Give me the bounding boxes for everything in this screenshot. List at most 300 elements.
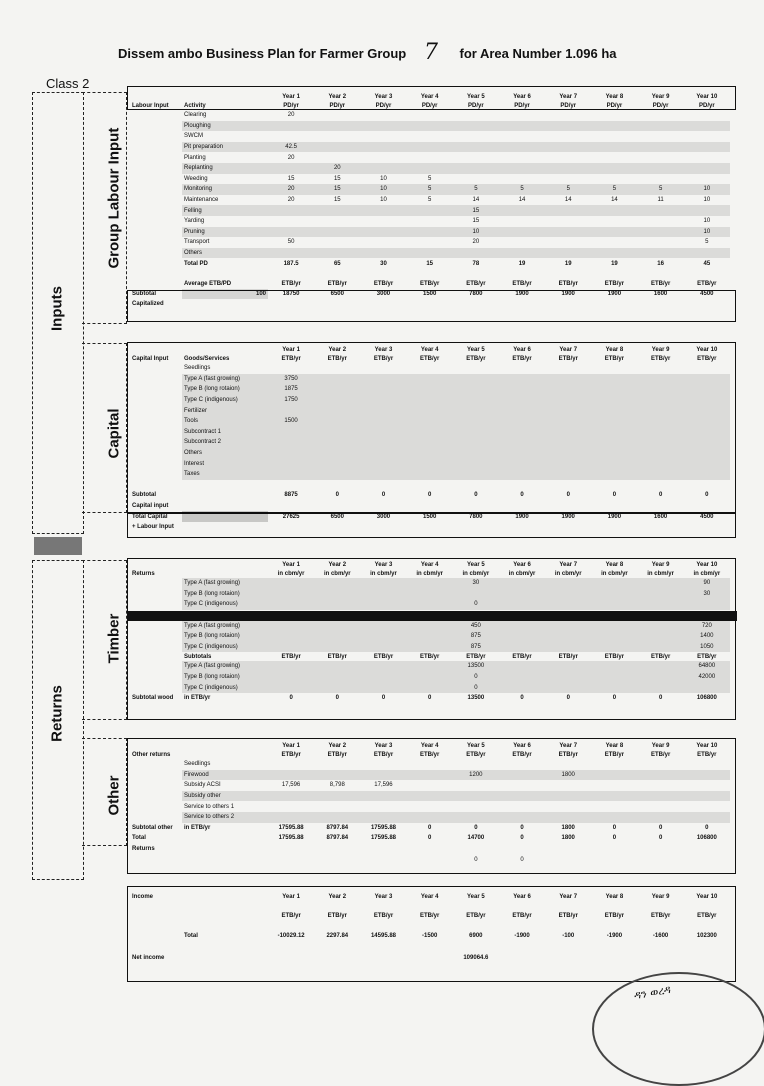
table-row — [130, 770, 730, 781]
unit-header: PD/yr — [468, 102, 484, 109]
table-cell — [545, 759, 591, 770]
table-cell — [591, 374, 637, 385]
table-cell — [638, 174, 684, 185]
table-row — [130, 427, 730, 438]
table-row — [130, 363, 730, 374]
unit-header: ETB/yr — [420, 913, 440, 920]
table-cell: 10 — [360, 184, 406, 195]
table-cell — [314, 237, 360, 248]
table-cell: 1750 — [268, 395, 314, 406]
year-header: Year 5 — [467, 561, 485, 568]
table-cell — [499, 661, 545, 672]
year-header: Year 2 — [328, 93, 347, 100]
unit-header: PD/yr — [514, 102, 530, 109]
table-cell — [268, 610, 314, 621]
table-cell — [499, 791, 545, 802]
table-cell — [360, 770, 406, 781]
year-header: Year 4 — [420, 93, 439, 100]
table-cell — [453, 610, 499, 621]
table-cell: 20 — [268, 184, 314, 195]
table-cell — [499, 248, 545, 259]
table-cell — [638, 131, 684, 142]
table-cell — [499, 131, 545, 142]
table-row — [130, 237, 730, 248]
row-label: Taxes — [182, 469, 268, 480]
header-unit-row — [130, 101, 730, 110]
table-cell — [314, 578, 360, 589]
table-cell — [499, 469, 545, 480]
unit-header: ETB/yr — [373, 281, 394, 287]
table-cell — [407, 237, 453, 248]
table-cell — [182, 511, 268, 522]
table-cell — [591, 901, 637, 912]
table-cell — [407, 921, 453, 932]
year-header: Year 2 — [328, 561, 347, 568]
table-cell: 20 — [314, 163, 360, 174]
table-cell — [130, 672, 182, 683]
total-cell: 102300 — [696, 933, 717, 940]
row-label: Type A (fast growing) — [182, 578, 268, 589]
table-cell — [638, 844, 684, 855]
table-cell — [545, 522, 591, 533]
table-cell — [591, 427, 637, 438]
table-cell — [684, 269, 730, 280]
table-cell — [314, 682, 360, 693]
table-cell — [684, 458, 730, 469]
page-title — [118, 46, 617, 61]
table-cell — [407, 395, 453, 406]
table-cell — [182, 522, 268, 533]
table-cell — [268, 599, 314, 610]
unit-header: ETB/yr — [327, 281, 347, 287]
year-header: Year 6 — [513, 893, 531, 900]
year-header: Year 1 — [282, 561, 300, 568]
inputs-label: Inputs — [48, 286, 66, 331]
table-cell: 15 — [333, 175, 341, 182]
table-cell — [407, 416, 453, 427]
row-label: Others — [182, 248, 268, 259]
unit-header: ETB/yr — [558, 751, 578, 758]
header-row — [130, 92, 730, 101]
table-row — [130, 405, 730, 416]
table-cell — [360, 437, 406, 448]
table-cell — [591, 269, 637, 280]
subtotal-cell: 0 — [566, 695, 570, 702]
table-cell — [268, 578, 314, 589]
table-row — [130, 384, 730, 395]
table-cell — [314, 121, 360, 132]
table-cell: 0 — [474, 856, 478, 863]
table-cell: 0 — [453, 672, 499, 683]
table-cell — [684, 405, 730, 416]
table-cell — [314, 759, 360, 770]
unit-header: in cbm/yr — [462, 570, 490, 577]
table-cell: 42000 — [684, 672, 730, 683]
table-cell — [360, 921, 406, 932]
table-cell — [453, 142, 499, 153]
table-cell — [360, 620, 406, 631]
unit-header: ETB/yr — [604, 653, 625, 660]
table-cell — [684, 163, 730, 174]
table-cell — [130, 578, 182, 589]
table-cell — [182, 942, 268, 953]
table-row — [130, 812, 730, 823]
subtotal-cell: 17595.88 — [278, 824, 304, 831]
table-cell — [499, 759, 545, 770]
table-cell — [545, 952, 591, 963]
table-cell — [268, 631, 314, 642]
table-row — [130, 448, 730, 459]
table-cell — [268, 620, 314, 631]
net-income-row — [130, 952, 730, 963]
table-cell: 20 — [287, 112, 295, 119]
table-cell — [499, 770, 545, 781]
year-header: Year 4 — [420, 742, 439, 749]
table-cell — [684, 142, 730, 153]
table-cell — [453, 942, 499, 953]
table-row — [130, 163, 730, 174]
table-cell — [545, 791, 591, 802]
table-cell — [130, 469, 182, 480]
total-cell: -1600 — [652, 933, 669, 940]
table-cell — [499, 269, 545, 280]
table-cell — [314, 363, 360, 374]
table-row — [130, 142, 730, 153]
table-cell: 17,596 — [281, 782, 301, 789]
subtotal-row-2 — [130, 299, 730, 310]
table-cell: 1800 — [545, 770, 591, 781]
total-cell: 27625 — [282, 513, 300, 520]
row-label: Type C (indigenous) — [182, 642, 268, 653]
table-cell — [638, 812, 684, 823]
table-cell — [545, 661, 591, 672]
subtotal-cell: 1800 — [561, 824, 575, 831]
table-cell — [407, 216, 453, 227]
table-cell — [268, 844, 314, 855]
year-header: Year 5 — [467, 742, 485, 749]
year-header: Year 8 — [605, 93, 624, 100]
total-cell: 1500 — [422, 513, 437, 520]
title-end: for Area Number 1.096 ha — [459, 46, 617, 61]
subtotal-cell: 0 — [705, 824, 709, 831]
spacer-row — [130, 480, 730, 491]
table-cell — [130, 184, 182, 195]
table-cell: 10 — [684, 227, 730, 238]
table-cell — [268, 759, 314, 770]
unit-header: ETB/yr — [650, 653, 671, 660]
table-cell — [453, 780, 499, 791]
table-cell — [545, 844, 591, 855]
table-cell: 15 — [314, 184, 360, 195]
spacer-row — [130, 901, 730, 912]
other-label: Other — [105, 775, 123, 816]
table-cell — [684, 844, 730, 855]
table-cell — [591, 227, 637, 238]
row-label: Pit preparation — [182, 142, 268, 153]
table-cell: 5 — [705, 239, 709, 246]
table-cell — [314, 661, 360, 672]
table-cell — [182, 92, 268, 101]
table-cell — [591, 610, 637, 621]
table-cell — [453, 458, 499, 469]
year-header: Year 9 — [651, 893, 670, 900]
year-header: Year 8 — [605, 893, 624, 900]
table-cell — [360, 578, 406, 589]
table-cell — [314, 205, 360, 216]
total-cell: 17595.88 — [278, 835, 304, 842]
row-label: Service to others 1 — [184, 803, 235, 810]
total-cell: 30 — [380, 260, 387, 267]
table-cell — [130, 560, 182, 569]
total-cell: -1900 — [514, 933, 530, 940]
row-label: Subsidy other — [182, 791, 268, 802]
row-label: Interest — [182, 458, 268, 469]
table-cell — [545, 174, 591, 185]
table-cell — [130, 227, 182, 238]
table-cell — [360, 374, 406, 385]
table-row — [130, 184, 730, 195]
table-cell — [268, 770, 314, 781]
table-cell: 1200 — [453, 770, 499, 781]
year-header: Year 3 — [374, 742, 393, 749]
row-label: Returns — [132, 846, 155, 853]
table-cell: 1400 — [684, 631, 730, 642]
table-cell — [314, 110, 360, 121]
table-cell — [130, 427, 182, 438]
table-cell — [314, 395, 360, 406]
table-cell — [638, 780, 684, 791]
table-cell — [638, 458, 684, 469]
row-label: Capitalized — [132, 301, 164, 308]
unit-header: ETB/yr — [466, 913, 486, 920]
table-cell: 20 — [472, 239, 480, 246]
total-cell: 6500 — [330, 513, 344, 520]
table-cell — [638, 952, 684, 963]
unit-header: ETB/yr — [650, 751, 671, 758]
unit-header: ETB/yr — [420, 281, 440, 287]
table-cell — [360, 416, 406, 427]
table-cell — [407, 672, 453, 683]
table-cell — [545, 642, 591, 653]
total-cell: 8797.84 — [326, 835, 349, 842]
table-cell — [453, 405, 499, 416]
total-row-2 — [130, 522, 730, 533]
table-cell — [545, 299, 591, 310]
table-cell — [638, 682, 684, 693]
table-cell — [591, 110, 637, 121]
year-header: Year 7 — [559, 893, 578, 900]
table-cell — [268, 791, 314, 802]
table-cell — [314, 427, 360, 438]
table-cell — [591, 142, 637, 153]
subtotal-cell: 0 — [520, 695, 524, 702]
unit-header: ETB/yr — [558, 355, 578, 362]
table-cell — [638, 672, 684, 683]
table-cell — [268, 363, 314, 374]
unit-header: ETB/yr — [697, 281, 717, 287]
unit-header: in cbm/yr — [370, 570, 397, 577]
table-cell — [360, 299, 406, 310]
table-cell — [638, 248, 684, 259]
table-cell — [684, 121, 730, 132]
row-label: Subtotal other — [132, 824, 173, 831]
table-row — [130, 374, 730, 385]
table-cell — [130, 620, 182, 631]
total-row — [130, 833, 730, 844]
row-label: Firewood — [182, 770, 268, 781]
table-cell — [591, 661, 637, 672]
spacer-row — [130, 942, 730, 953]
table-cell — [314, 642, 360, 653]
total-cell: 14700 — [467, 835, 485, 842]
year-header: Year 4 — [420, 561, 439, 568]
subtotal-cell: 0 — [335, 492, 339, 499]
year-header: Year 1 — [282, 93, 300, 100]
table-cell — [130, 384, 182, 395]
table-cell — [684, 384, 730, 395]
row-label: Subcontract 2 — [182, 437, 268, 448]
header-unit-row — [130, 750, 730, 759]
table-cell — [499, 384, 545, 395]
year-header: Year 5 — [467, 93, 485, 100]
table-cell — [268, 682, 314, 693]
row-label: Monitoring — [182, 184, 268, 195]
table-cell — [182, 844, 268, 855]
table-cell — [591, 384, 637, 395]
table-cell — [453, 901, 499, 912]
table-cell: 10 — [453, 227, 499, 238]
year-header: Year 9 — [651, 742, 670, 749]
table-cell — [314, 921, 360, 932]
unit-header: PD/yr — [606, 102, 623, 109]
table-cell — [360, 110, 406, 121]
total-cell: 3000 — [376, 513, 391, 520]
unit-header: ETB/yr — [281, 653, 301, 660]
subtotal-cell: 18750 — [282, 290, 300, 297]
table-cell — [314, 469, 360, 480]
subtotal-cell: 0 — [428, 695, 432, 702]
table-cell — [499, 299, 545, 310]
table-cell — [684, 780, 730, 791]
table-cell — [591, 952, 637, 963]
table-cell — [360, 227, 406, 238]
table-cell — [545, 237, 591, 248]
table-cell — [360, 672, 406, 683]
table-cell — [268, 812, 314, 823]
total-cell: 2297.84 — [326, 933, 349, 940]
table-cell — [130, 152, 182, 163]
table-cell — [499, 501, 545, 512]
unit-header: ETB/yr — [281, 913, 301, 920]
table-cell — [638, 416, 684, 427]
unit-header: ETB/yr — [558, 913, 578, 920]
year-header: Year 7 — [559, 742, 578, 749]
table-cell — [314, 589, 360, 600]
subtotal-cell: 0 — [474, 824, 478, 831]
table-cell — [591, 631, 637, 642]
table-cell — [499, 405, 545, 416]
subtotal-cell: 4500 — [700, 290, 714, 297]
row-label: Net income — [132, 954, 165, 961]
table-cell — [591, 642, 637, 653]
subtotal-cell: 17595.88 — [370, 824, 396, 831]
table-cell — [314, 142, 360, 153]
row-label: Fertilizer — [182, 405, 268, 416]
table-cell: 875 — [453, 642, 499, 653]
table-cell: 20 — [287, 197, 295, 204]
unit-header: ETB/yr — [373, 355, 394, 362]
unit-header: PD/yr — [560, 102, 577, 109]
table-cell — [268, 661, 314, 672]
year-header: Year 5 — [467, 893, 485, 900]
table-cell — [499, 610, 545, 621]
table-cell — [407, 599, 453, 610]
subtotal-cell: 1500 — [422, 290, 437, 297]
table-cell — [499, 142, 545, 153]
table-cell — [130, 759, 182, 770]
table-cell — [453, 448, 499, 459]
table-cell — [407, 299, 453, 310]
table-cell — [453, 163, 499, 174]
table-cell: 11 — [657, 197, 664, 204]
avg-value: 100 — [182, 289, 268, 300]
timber-table — [130, 560, 730, 704]
table-cell — [638, 631, 684, 642]
table-cell: 20 — [287, 154, 295, 161]
table-cell — [360, 237, 406, 248]
subtotal-cell: 8797.84 — [326, 824, 349, 831]
table-cell — [591, 522, 637, 533]
unit-header: PD/yr — [699, 102, 715, 109]
table-cell — [545, 427, 591, 438]
unit-header: ETB/yr — [420, 751, 440, 758]
table-row — [130, 791, 730, 802]
table-cell — [499, 522, 545, 533]
row-label: in ETB/yr — [184, 824, 211, 831]
table-cell — [453, 269, 499, 280]
table-cell — [182, 901, 268, 912]
table-cell — [130, 631, 182, 642]
unit-header: in cbm/yr — [508, 570, 536, 577]
subtotal-row — [130, 823, 730, 834]
total-cell: 45 — [703, 260, 711, 267]
year-header: Year 9 — [651, 561, 670, 568]
table-cell — [407, 942, 453, 953]
table-cell — [545, 801, 591, 812]
total-cell: 0 — [658, 835, 663, 842]
table-cell: 14 — [472, 197, 480, 204]
table-cell — [684, 942, 730, 953]
table-cell — [407, 620, 453, 631]
year-header: Year 1 — [282, 742, 300, 749]
subtotal-cell: 6500 — [330, 290, 344, 297]
table-cell — [268, 299, 314, 310]
table-cell — [545, 672, 591, 683]
separator-block — [34, 537, 82, 555]
table-cell — [545, 589, 591, 600]
table-cell — [591, 854, 637, 865]
table-cell — [453, 110, 499, 121]
total-row — [130, 931, 730, 942]
unit-header: ETB/yr — [420, 355, 440, 362]
table-cell — [545, 631, 591, 642]
table-cell — [130, 791, 182, 802]
table-cell — [638, 363, 684, 374]
table-cell — [545, 227, 591, 238]
table-cell — [684, 469, 730, 480]
table-cell — [453, 759, 499, 770]
table-cell: 50 — [287, 239, 295, 246]
